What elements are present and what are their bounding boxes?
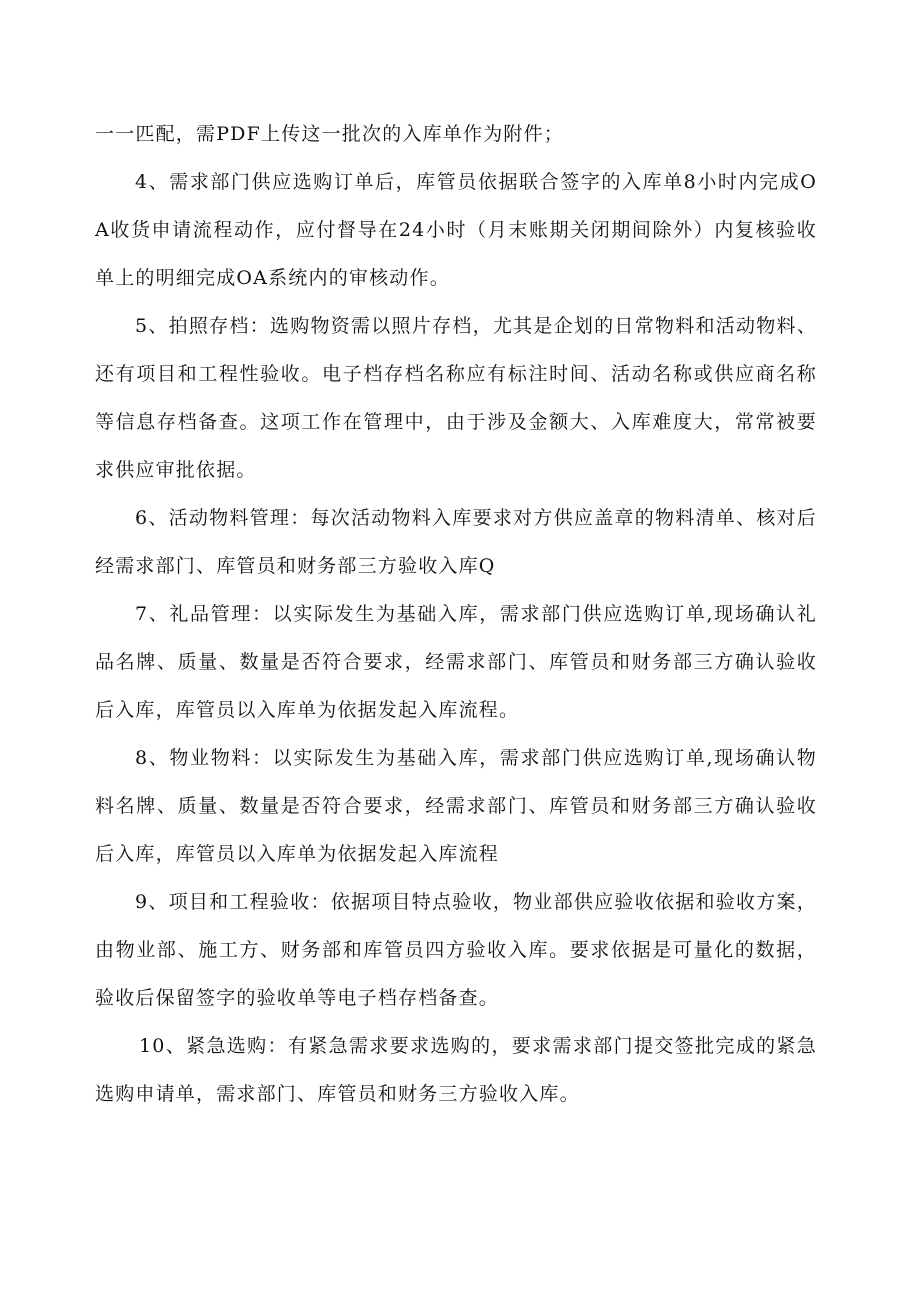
- document-body: [95, 110, 817, 1118]
- paragraph-item-6: 6、活动物料管理：每次活动物料入库要求对方供应盖章的物料清单、核对后经需求部门、库管员和财务部三方验收入库Q: [95, 507, 817, 577]
- paragraph-item-7: 7、礼品管理：以实际发生为基础入库，需求部门供应选购订单,现场确认礼品名牌、质量、数量是否符合要求，经需求部门、库管员和财务部三方确认验收后入库，库管员以入库单为依据发起入库流程。: [95, 603, 817, 721]
- paragraph-item-9: 9、项目和工程验收：依据项目特点验收，物业部供应验收依据和验收方案，由物业部、施工方、财务部和库管员四方验收入库。要求依据是可量化的数据，验收后保留签字的验收单等电子档存档备查。: [95, 891, 817, 1009]
- paragraph-item-8: 8、物业物料：以实际发生为基础入库，需求部门供应选购订单,现场确认物料名牌、质量、数量是否符合要求，经需求部门、库管员和财务部三方确认验收后入库，库管员以入库单为依据发起入库流程: [95, 747, 817, 865]
- paragraph-item-10: 10、紧急选购：有紧急需求要求选购的，要求需求部门提交签批完成的紧急选购申请单，需求部门、库管员和财务三方验收入库。: [95, 1035, 817, 1105]
- paragraph-item-4: 4、需求部门供应选购订单后，库管员依据联合签字的入库单8小时内完成OA收货申请流程动作，应付督导在24小时（月末账期关闭期间除外）内复核验收单上的明细完成OA系统内的审核动作。: [95, 171, 817, 289]
- paragraph-item-5: 5、拍照存档：选购物资需以照片存档，尤其是企划的日常物料和活动物料、还有项目和工程性验收。电子档存档名称应有标注时间、活动名称或供应商名称等信息存档备查。这项工作在管理中，由于涉及金额大、入库难度大，常常被要求供应审批依据。: [95, 315, 817, 481]
- paragraph-continuation: 一一匹配，需PDF上传这一批次的入库单作为附件；: [95, 123, 565, 145]
